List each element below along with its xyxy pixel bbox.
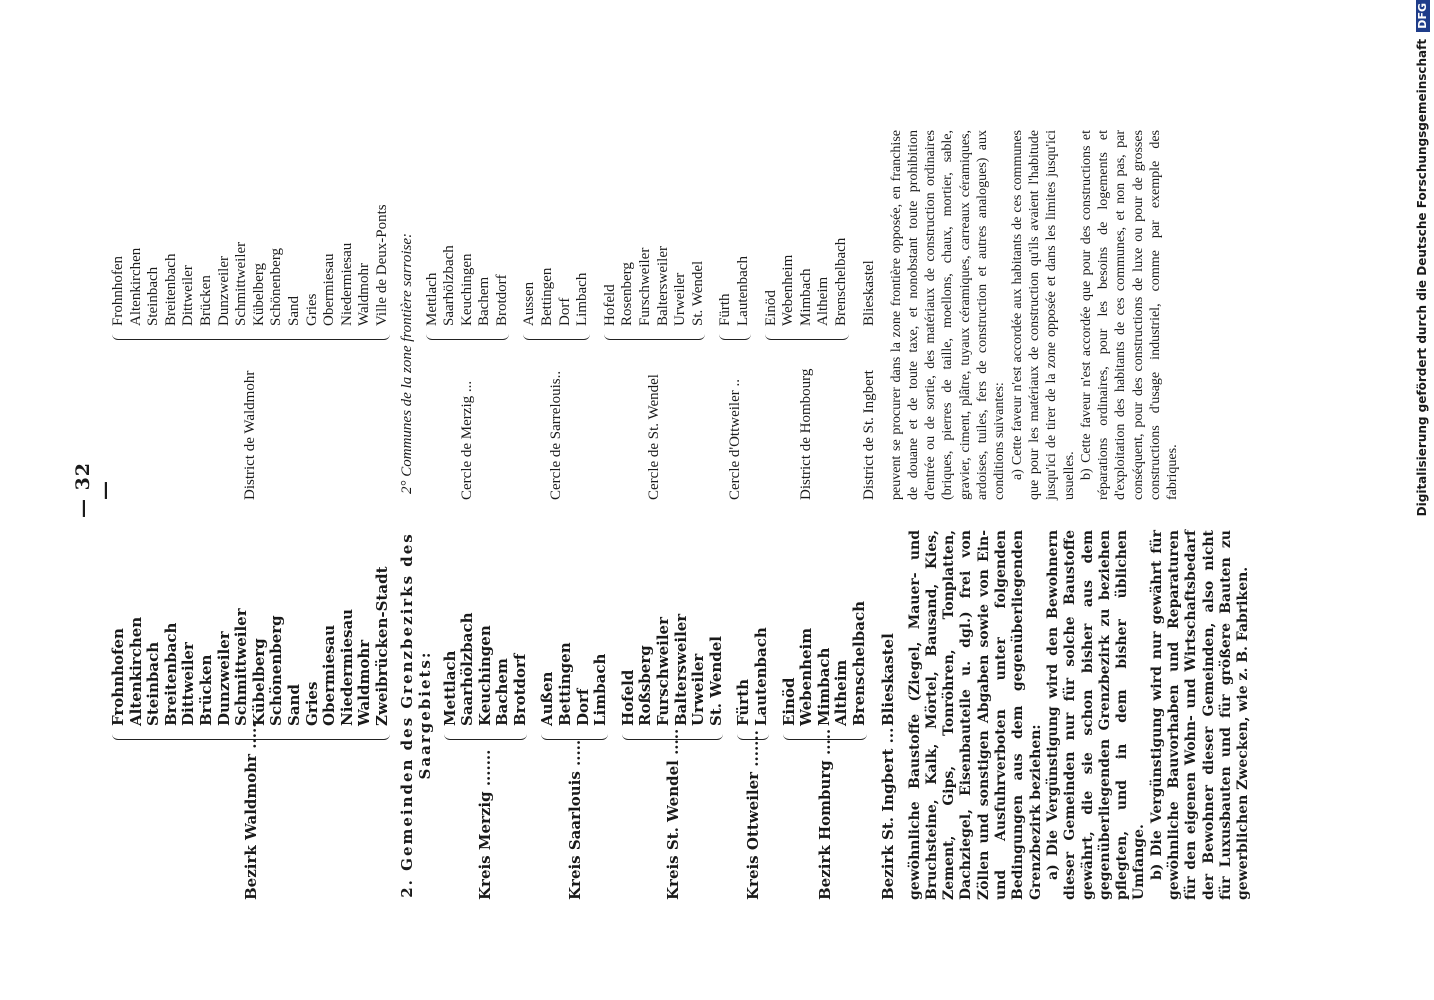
brace — [783, 731, 867, 740]
commune: Kübelberg — [250, 262, 267, 326]
commune: St. Wendel — [706, 635, 725, 726]
commune-list — [781, 601, 869, 726]
commune: Limbach — [574, 272, 591, 326]
commune: Waldmohr — [355, 639, 374, 726]
brace — [444, 731, 528, 740]
commune: Mettlach — [440, 650, 459, 726]
section-heading: 2° Communes de la zone frontière sarroise: — [398, 233, 415, 494]
commune: Bachem — [476, 276, 493, 326]
commune: Steinbach — [145, 266, 162, 326]
commune: Hofeld — [618, 669, 637, 726]
commune: Webenheim — [797, 627, 816, 726]
paragraph-b: b) Die Vergünstigung wird nur gewährt für gewöhnliche Bauvorhaben und Reparaturen für den eigenen Wohn- und Wirtschaftsbedarf der Bewohner dieser Gemeinden, also nicht für Luxusbauten und für größere Bauten zu gewerblichen Zwecken, wie z. B. Fabriken. — [1148, 530, 1252, 900]
brace — [604, 331, 706, 340]
commune: Blieskastel — [878, 633, 897, 726]
french-group-row — [602, 130, 708, 500]
commune: Baltersweiler — [654, 246, 671, 326]
commune: Brücken — [196, 654, 215, 726]
brace — [112, 731, 390, 740]
district-label: Cercle de St. Wendel — [646, 374, 663, 500]
commune: Roßsberg — [636, 645, 655, 726]
brace — [112, 331, 390, 340]
commune: Lautenbach — [752, 627, 770, 726]
commune: Bettingen — [556, 642, 575, 726]
commune: Niedermiesau — [338, 242, 355, 326]
district-label: Cercle d'Ottweiler .. — [726, 379, 743, 500]
commune: Gries — [302, 681, 321, 726]
district-label: Cercle de Merzig ... — [458, 380, 475, 500]
french-group-row — [424, 130, 512, 500]
district-label: Kreis St. Wendel ..... — [663, 728, 682, 900]
german-column — [110, 530, 1253, 900]
commune: Baltersweiler — [671, 613, 690, 726]
footer-text: Digitalisierung gefördert durch die Deutsche Forschungsgemeinschaft — [1415, 38, 1429, 517]
commune-list — [424, 245, 512, 326]
commune: Schmittweiler — [233, 241, 250, 326]
german-group-row — [620, 530, 726, 900]
french-column — [110, 130, 1182, 500]
commune-list — [602, 246, 708, 326]
german-ingbert-row — [879, 530, 897, 900]
paragraph-b: b) Cette faveur n'est accordée que pour des constructions et réparations ordinaires, pour les besoins de logements et d'exploitation des habitants de ces communes, et non pas, par conséquent, pour des constructions de luxe ou pour de grosses constructions d'usage industriel, comme par exemple des fabriques. — [1078, 130, 1181, 500]
commune: Hofeld — [601, 284, 618, 326]
district-label: District de St. Ingbert — [860, 370, 877, 500]
commune: Außen — [538, 671, 557, 726]
commune: Frohnhofen — [109, 628, 127, 726]
paragraph-intro: gewöhnliche Baustoffe (Ziegel, Mauer- und Bruchsteine, Kalk, Mörtel, Bausand, Kies, Zement, Gips, Tonröhren, Tonplatten, Dachziegel, Eisenbauteile u. dgl.) frei von Zöllen und sonstigen Abgaben sowie von Ein- und Ausfuhrverboten unter folgenden Bedingungen aus dem gegenüberliegenden Grenzbezirk beziehen: — [906, 530, 1044, 900]
commune: Fürth — [717, 293, 734, 326]
commune-list — [521, 268, 591, 326]
commune: Brotdorf — [493, 274, 510, 326]
commune: Furschweiler — [637, 247, 654, 326]
brace — [541, 731, 607, 740]
commune: Dorf — [556, 297, 573, 326]
commune: Schönenberg — [268, 247, 285, 326]
brace — [719, 331, 750, 340]
commune: Saarhölzbach — [441, 245, 458, 326]
district-label: Kreis Ottweiler ....... — [744, 730, 762, 900]
commune: Limbach — [591, 653, 610, 726]
paragraph-a: a) Cette faveur n'est accordée aux habitants de ces communes que pour les matériaux de construction qu'ils avaient l'habitude jusqu'ici de tirer de la zone opposée et dans les limites jusqu'ici usuelles. — [1009, 130, 1077, 500]
commune: Altenkirchen — [126, 616, 145, 726]
commune-list — [620, 614, 726, 726]
commune-list — [763, 238, 851, 326]
commune: Sand — [285, 296, 302, 326]
city: Zweibrücken-Stadt — [372, 566, 391, 726]
commune: Brenschelbach — [832, 237, 849, 326]
commune: Sand — [284, 684, 303, 726]
french-commune-table — [110, 130, 878, 500]
commune: Obermiesau — [321, 253, 338, 326]
commune: Altheim — [832, 659, 851, 726]
commune: Dorf — [573, 688, 592, 726]
district-label: Kreis Saarlouis ..... — [565, 739, 584, 900]
french-waldmohr-row — [110, 130, 392, 500]
french-ingbert-row — [861, 130, 878, 500]
district-label: Cercle de Sarrelouis.. — [548, 370, 565, 500]
commune-list — [110, 567, 392, 727]
dfg-footer — [1415, 0, 1430, 990]
district-label: District de Hombourg — [798, 368, 815, 500]
commune: St. Wendel — [689, 260, 706, 326]
commune: Dunzweiler — [214, 631, 233, 726]
brace — [523, 331, 589, 340]
german-group-row — [442, 530, 530, 900]
german-waldmohr-row — [110, 530, 392, 900]
german-commune-table — [110, 530, 897, 900]
commune: Frohnhofen — [110, 256, 126, 326]
commune: Kübelberg — [249, 638, 268, 726]
commune-list — [442, 612, 530, 726]
commune: Altenkirchen — [127, 247, 144, 326]
commune: Blieskastel — [860, 260, 877, 326]
french-group-row — [521, 130, 591, 500]
commune: Dittweiler — [180, 265, 197, 326]
german-group-row — [735, 530, 770, 900]
district-label: District de Waldmohr — [242, 370, 259, 500]
commune: Schmittweiler — [232, 608, 251, 726]
commune: Urweiler — [689, 653, 708, 726]
brace — [622, 731, 724, 740]
dfg-logo: DFG — [1416, 0, 1430, 32]
commune: Furschweiler — [654, 617, 673, 726]
paragraph-intro: peuvent se procurer dans la zone frontière opposée, en franchise de douane et de toute taxe, et nonobstant toute prohibition d'entrée ou de sortie, des matériaux de construction ordinaires (briques, pierres de taille, moellons, chaux, mortier, sable, gravier, ciment, plâtre, tuyaux céramiques, carreaux céramiques, ardoises, tuiles, fers de construction et autres analogues) aux conditions suivantes: — [888, 130, 1008, 500]
french-group-row — [717, 130, 752, 500]
commune-list — [539, 642, 609, 726]
commune: Saarhölzbach — [458, 612, 477, 726]
brace — [426, 331, 510, 340]
commune: Einöd — [779, 677, 798, 726]
commune: Brenschelbach — [849, 600, 868, 726]
commune: Brücken — [197, 275, 214, 326]
commune: Niedermiesau — [337, 608, 356, 726]
commune: Fürth — [734, 678, 753, 726]
commune: Mimbach — [797, 268, 814, 326]
commune: Keuchingen — [475, 625, 494, 726]
paragraph-a: a) Die Vergünstigung wird den Bewohnern dieser Gemeinden nur für solche Baustoffe gewährt, die sie schon bisher aus dem gegenüberliegenden Grenzbezirk zu beziehen pflegten, und in dem bisher üblichen Umfange. — [1044, 530, 1148, 900]
commune: Dunzweiler — [215, 256, 232, 326]
commune-list — [110, 204, 392, 326]
commune: Dittweiler — [179, 642, 198, 726]
commune: Altheim — [815, 276, 832, 326]
commune: Bachem — [493, 658, 512, 726]
district-label: Bezirk Homburg ..... — [815, 728, 834, 900]
commune: Bettingen — [539, 267, 556, 326]
commune: Gries — [303, 293, 320, 326]
german-group-row — [539, 530, 609, 900]
french-group-row — [763, 130, 851, 500]
city: Ville de Deux-Ponts — [373, 204, 390, 326]
brace — [765, 331, 849, 340]
commune: Waldmohr — [356, 263, 373, 326]
commune: Einöd — [762, 290, 779, 326]
commune: Webenheim — [780, 254, 797, 326]
page-number: — 32 — — [72, 461, 116, 519]
district-label: Kreis Merzig ....... — [476, 749, 495, 900]
commune: Brotdorf — [510, 653, 529, 726]
commune: Keuchingen — [458, 253, 475, 326]
commune: Rosenberg — [619, 262, 636, 326]
commune: Breitenbach — [162, 253, 179, 326]
commune-list — [735, 627, 770, 726]
commune: Breitenbach — [161, 622, 180, 726]
commune: Mettlach — [423, 272, 440, 326]
commune: Aussen — [521, 281, 538, 326]
district-label: Bezirk Waldmohr ..... — [241, 722, 260, 900]
commune: Schönenberg — [267, 615, 286, 726]
german-group-row — [781, 530, 869, 900]
commune: Obermiesau — [320, 624, 339, 726]
commune: Steinbach — [144, 641, 163, 726]
commune: Mimbach — [814, 647, 833, 726]
district-label: Bezirk St. Ingbert ... — [878, 727, 897, 900]
section-heading: 2. Gemeinden des Grenzbezirks des Saargebiets: — [397, 532, 434, 898]
commune: Urweiler — [672, 272, 689, 326]
commune-list — [717, 256, 752, 326]
commune: Lautenbach — [735, 256, 751, 326]
brace — [737, 731, 768, 740]
